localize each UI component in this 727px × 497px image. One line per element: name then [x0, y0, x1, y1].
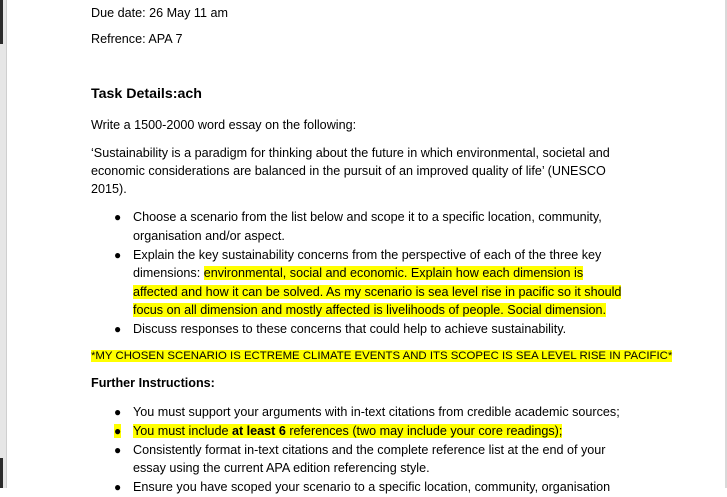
- quote-line-2: economic considerations are balanced in the pursuit of an improved quality of life’ (UNESCO: [91, 164, 606, 178]
- task-bullet-2-line-3: [133, 283, 621, 302]
- reference-style: Refrence: APA 7: [91, 32, 183, 46]
- quote-line-1: ‘Sustainability is a paradigm for thinking about the future in which environmental, societal and: [91, 146, 610, 160]
- task-bullet-1-line-2: organisation and/or aspect.: [133, 229, 285, 243]
- quote-line-3: 2015).: [91, 182, 127, 196]
- further-bullet-2: [133, 422, 562, 441]
- chosen-scenario-note: [91, 347, 672, 366]
- task-bullet-2-line-1: Explain the key sustainability concerns from the perspective of each of the three key: [133, 248, 602, 262]
- task-instruction: Write a 1500-2000 word essay on the following:: [91, 118, 357, 132]
- task-bullet-3-line-1: Discuss responses to these concerns that could help to achieve sustainability.: [133, 322, 567, 336]
- task-details-heading: Task Details:ach: [91, 86, 202, 102]
- bullet-icon: ●: [114, 480, 122, 494]
- further-bullet-3-line-1: Consistently format in-text citations and the complete reference list at the end of your: [133, 443, 606, 457]
- further-bullet-4-line-1: Ensure you have scoped your scenario to a specific location, community, organisation: [133, 480, 611, 494]
- task-bullet-2-line-4: [133, 301, 606, 320]
- margin-marker: [0, 0, 3, 44]
- highlighted-text: affected and how it can be solved. As my scenario is sea level rise in pacific so it should: [133, 285, 622, 299]
- due-date: Due date: 26 May 11 am: [91, 6, 228, 20]
- highlighted-text: references (two may include your core readings);: [285, 424, 563, 438]
- task-bullet-2-line-2: [133, 264, 583, 283]
- highlighted-bold-text: at least 6: [231, 424, 286, 438]
- task-bullet-2-line-2-plain: dimensions:: [133, 266, 204, 280]
- bullet-icon: ●: [114, 322, 122, 336]
- further-bullet-1: You must support your arguments with in-text citations from credible academic sources;: [133, 405, 620, 419]
- highlighted-text: environmental, social and economic. Explain how each dimension is: [203, 266, 584, 280]
- bullet-icon: ●: [114, 424, 122, 438]
- bullet-icon: ●: [114, 443, 122, 457]
- highlighted-text: focus on all dimension and mostly affected is livelihoods of people. Social dimension.: [133, 303, 607, 317]
- further-instructions-heading: Further Instructions:: [91, 376, 215, 390]
- highlighted-text: *MY CHOSEN SCENARIO IS ECTREME CLIMATE EVENTS AND ITS SCOPEC IS SEA LEVEL RISE IN PACIFIC*: [91, 350, 673, 362]
- task-bullet-1-line-1: Choose a scenario from the list below and scope it to a specific location, community,: [133, 210, 602, 224]
- bullet-icon: ●: [114, 248, 122, 262]
- bullet-icon: ●: [114, 405, 122, 419]
- bullet-icon: ●: [114, 210, 122, 224]
- margin-marker: [0, 458, 3, 488]
- further-bullet-3-line-2: essay using the current APA edition referencing style.: [133, 461, 430, 475]
- document-left-margin: [0, 0, 7, 488]
- highlighted-text: You must include: [133, 424, 232, 438]
